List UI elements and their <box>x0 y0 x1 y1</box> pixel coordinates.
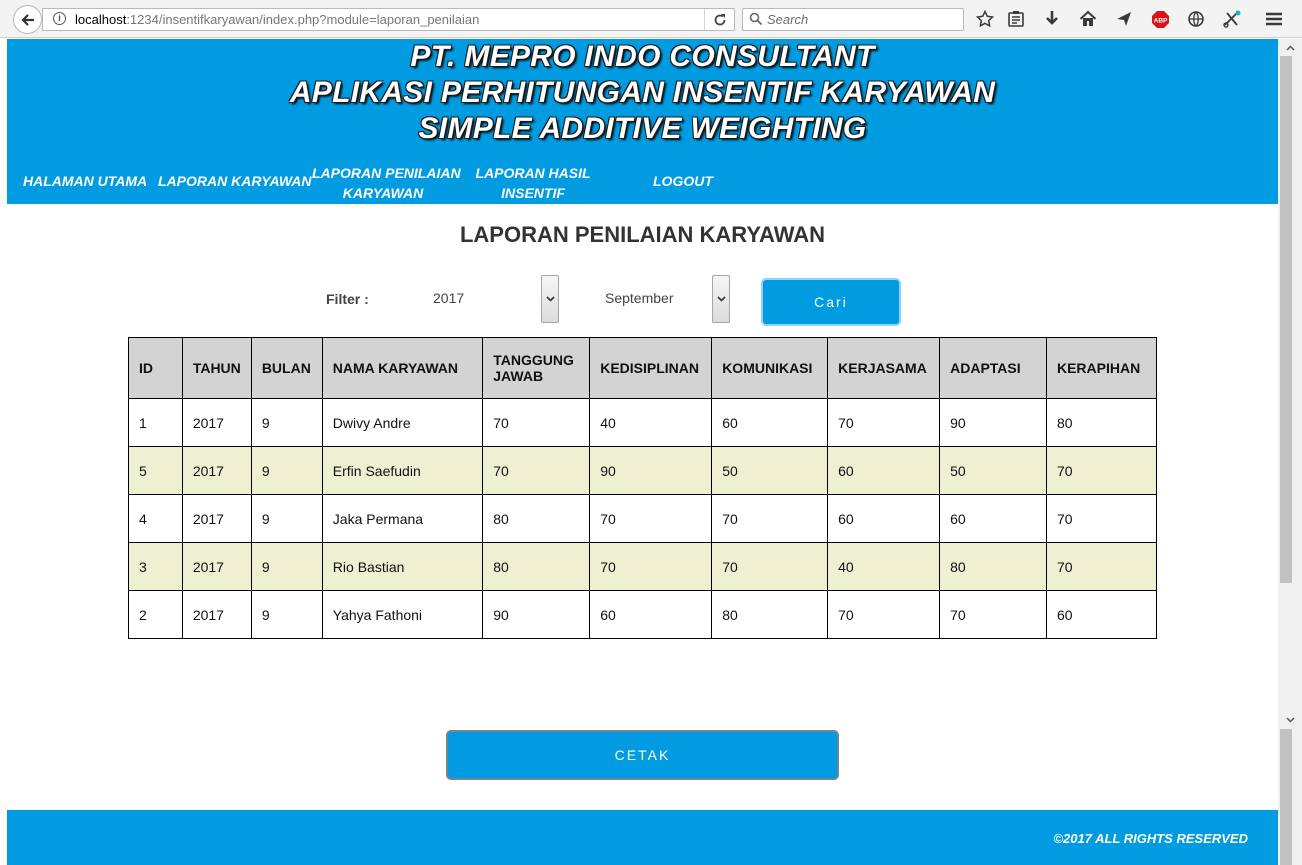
back-arrow-icon <box>20 12 36 28</box>
cell-komunikasi: 80 <box>712 591 828 639</box>
cell-komunikasi: 60 <box>712 399 828 447</box>
scroll-up-button[interactable] <box>1278 39 1302 56</box>
filter-label: Filter : <box>326 291 369 307</box>
browser-toolbar <box>0 0 1302 38</box>
cell-bulan: 9 <box>251 495 322 543</box>
nav-laporan-penilaian-line1: LAPORAN PENILAIAN <box>312 165 461 181</box>
cell-id: 2 <box>129 591 183 639</box>
cell-bulan: 9 <box>251 591 322 639</box>
table-row <box>129 447 1157 495</box>
month-select-value: September <box>605 290 674 306</box>
cell-id: 4 <box>129 495 183 543</box>
cell-id: 1 <box>129 399 183 447</box>
th-bulan: BULAN <box>251 338 322 399</box>
scrollbar-thumb[interactable] <box>1280 56 1292 583</box>
cell-kerapihan: 70 <box>1046 447 1156 495</box>
cell-tanggung-jawab: 90 <box>483 591 590 639</box>
cell-kerjasama: 70 <box>828 399 940 447</box>
cell-kedisiplinan: 70 <box>590 543 712 591</box>
cell-id: 3 <box>129 543 183 591</box>
nav-halaman-utama[interactable]: HALAMAN UTAMA <box>23 173 148 189</box>
cell-bulan: 9 <box>251 447 322 495</box>
cell-kerapihan: 80 <box>1046 399 1156 447</box>
cell-kedisiplinan: 90 <box>590 447 712 495</box>
cell-tahun: 2017 <box>182 591 251 639</box>
chevron-down-icon <box>1286 717 1295 723</box>
th-kerapihan: KERAPIHAN <box>1046 338 1156 399</box>
cell-kerapihan: 70 <box>1046 495 1156 543</box>
nav-logout[interactable]: LOGOUT <box>653 173 713 189</box>
year-select-arrow[interactable] <box>541 275 559 323</box>
th-kerjasama: KERJASAMA <box>828 338 940 399</box>
chevron-up-icon <box>1286 45 1295 51</box>
search-icon <box>749 12 763 26</box>
cell-komunikasi: 70 <box>712 495 828 543</box>
cell-adaptasi: 80 <box>940 543 1047 591</box>
bookmark-star-icon[interactable] <box>975 9 995 29</box>
cell-nama-karyawan: Jaka Permana <box>322 495 482 543</box>
nav-laporan-karyawan[interactable]: LAPORAN KARYAWAN <box>158 173 312 189</box>
page-content <box>7 39 1278 865</box>
cell-kerjasama: 60 <box>828 495 940 543</box>
reload-button[interactable] <box>704 9 734 30</box>
cell-kerjasama: 40 <box>828 543 940 591</box>
cell-kedisiplinan: 60 <box>590 591 712 639</box>
penilaian-table <box>128 337 1157 639</box>
cell-tahun: 2017 <box>182 543 251 591</box>
company-title: PT. MEPRO INDO CONSULTANT <box>410 40 875 73</box>
cell-tanggung-jawab: 70 <box>483 447 590 495</box>
month-select[interactable] <box>599 275 730 323</box>
cell-kerjasama: 70 <box>828 591 940 639</box>
cell-bulan: 9 <box>251 399 322 447</box>
cell-adaptasi: 60 <box>940 495 1047 543</box>
th-adaptasi: ADAPTASI <box>940 338 1047 399</box>
cell-tanggung-jawab: 80 <box>483 543 590 591</box>
cell-id: 5 <box>129 447 183 495</box>
adblock-icon[interactable] <box>1150 9 1170 29</box>
cell-bulan: 9 <box>251 543 322 591</box>
th-komunikasi: KOMUNIKASI <box>712 338 828 399</box>
chevron-down-icon <box>717 296 726 302</box>
th-id: ID <box>129 338 183 399</box>
back-button[interactable] <box>13 5 42 34</box>
extension-icon[interactable] <box>1222 9 1242 29</box>
footer-copyright: ©2017 ALL RIGHTS RESERVED <box>1053 831 1248 846</box>
scrollbar-track-lower[interactable] <box>1280 729 1292 865</box>
chevron-down-icon <box>546 296 555 302</box>
nav-laporan-hasil-line1: LAPORAN HASIL <box>475 165 591 181</box>
cell-kerapihan: 60 <box>1046 591 1156 639</box>
nav-laporan-hasil-insentif[interactable] <box>463 163 603 203</box>
info-icon[interactable]: i <box>53 12 66 25</box>
month-select-arrow[interactable] <box>712 275 730 323</box>
search-input[interactable] <box>767 11 957 28</box>
cell-komunikasi: 70 <box>712 543 828 591</box>
method-title: SIMPLE ADDITIVE WEIGHTING <box>418 112 867 145</box>
site-header <box>7 39 1278 204</box>
cell-nama-karyawan: Yahya Fathoni <box>322 591 482 639</box>
url-bar[interactable] <box>42 8 735 31</box>
nav-laporan-hasil-line2: INSENTIF <box>501 185 565 201</box>
page-scrollbar[interactable] <box>1278 39 1302 865</box>
menu-icon[interactable] <box>1264 9 1284 29</box>
cell-kerjasama: 60 <box>828 447 940 495</box>
table-row <box>129 495 1157 543</box>
cell-adaptasi: 90 <box>940 399 1047 447</box>
table-row <box>129 399 1157 447</box>
scroll-down-button[interactable] <box>1278 711 1302 728</box>
th-tanggung-jawab: TANGGUNG JAWAB <box>483 338 590 399</box>
adblock-label: ABP <box>1153 17 1167 24</box>
cell-kedisiplinan: 70 <box>590 495 712 543</box>
th-nama-karyawan: NAMA KARYAWAN <box>322 338 482 399</box>
app-title: APLIKASI PERHITUNGAN INSENTIF KARYAWAN <box>289 76 996 109</box>
reading-list-icon[interactable] <box>1006 9 1026 29</box>
table-row <box>129 591 1157 639</box>
nav-laporan-penilaian-line2: KARYAWAN <box>342 185 424 201</box>
cell-tahun: 2017 <box>182 399 251 447</box>
globe-icon[interactable] <box>1186 9 1206 29</box>
search-bar[interactable] <box>742 8 964 31</box>
reload-icon <box>713 13 727 27</box>
nav-laporan-penilaian-karyawan[interactable] <box>312 163 461 203</box>
cell-nama-karyawan: Rio Bastian <box>322 543 482 591</box>
cell-komunikasi: 50 <box>712 447 828 495</box>
year-select-value: 2017 <box>433 290 465 306</box>
th-tahun: TAHUN <box>182 338 251 399</box>
cell-adaptasi: 50 <box>940 447 1047 495</box>
send-icon[interactable] <box>1114 9 1134 29</box>
cari-button[interactable]: Cari <box>761 278 901 326</box>
cell-kedisiplinan: 40 <box>590 399 712 447</box>
cell-kerapihan: 70 <box>1046 543 1156 591</box>
cell-nama-karyawan: Erfin Saefudin <box>322 447 482 495</box>
th-kedisiplinan: KEDISIPLINAN <box>590 338 712 399</box>
home-icon[interactable] <box>1078 9 1098 29</box>
cell-tanggung-jawab: 80 <box>483 495 590 543</box>
cell-nama-karyawan: Dwivy Andre <box>322 399 482 447</box>
cell-tahun: 2017 <box>182 495 251 543</box>
cell-tahun: 2017 <box>182 447 251 495</box>
site-footer <box>7 810 1278 865</box>
page-title: LAPORAN PENILAIAN KARYAWAN <box>459 222 826 247</box>
table-header-row <box>129 338 1157 399</box>
year-select[interactable] <box>427 275 559 323</box>
table-row <box>129 543 1157 591</box>
cell-tanggung-jawab: 70 <box>483 399 590 447</box>
url-text[interactable]: localhost:1234/insentifkaryawan/index.php?module=laporan_penilaian <box>75 12 480 27</box>
download-icon[interactable] <box>1042 9 1062 29</box>
cetak-button[interactable]: CETAK <box>446 730 839 780</box>
cell-adaptasi: 70 <box>940 591 1047 639</box>
